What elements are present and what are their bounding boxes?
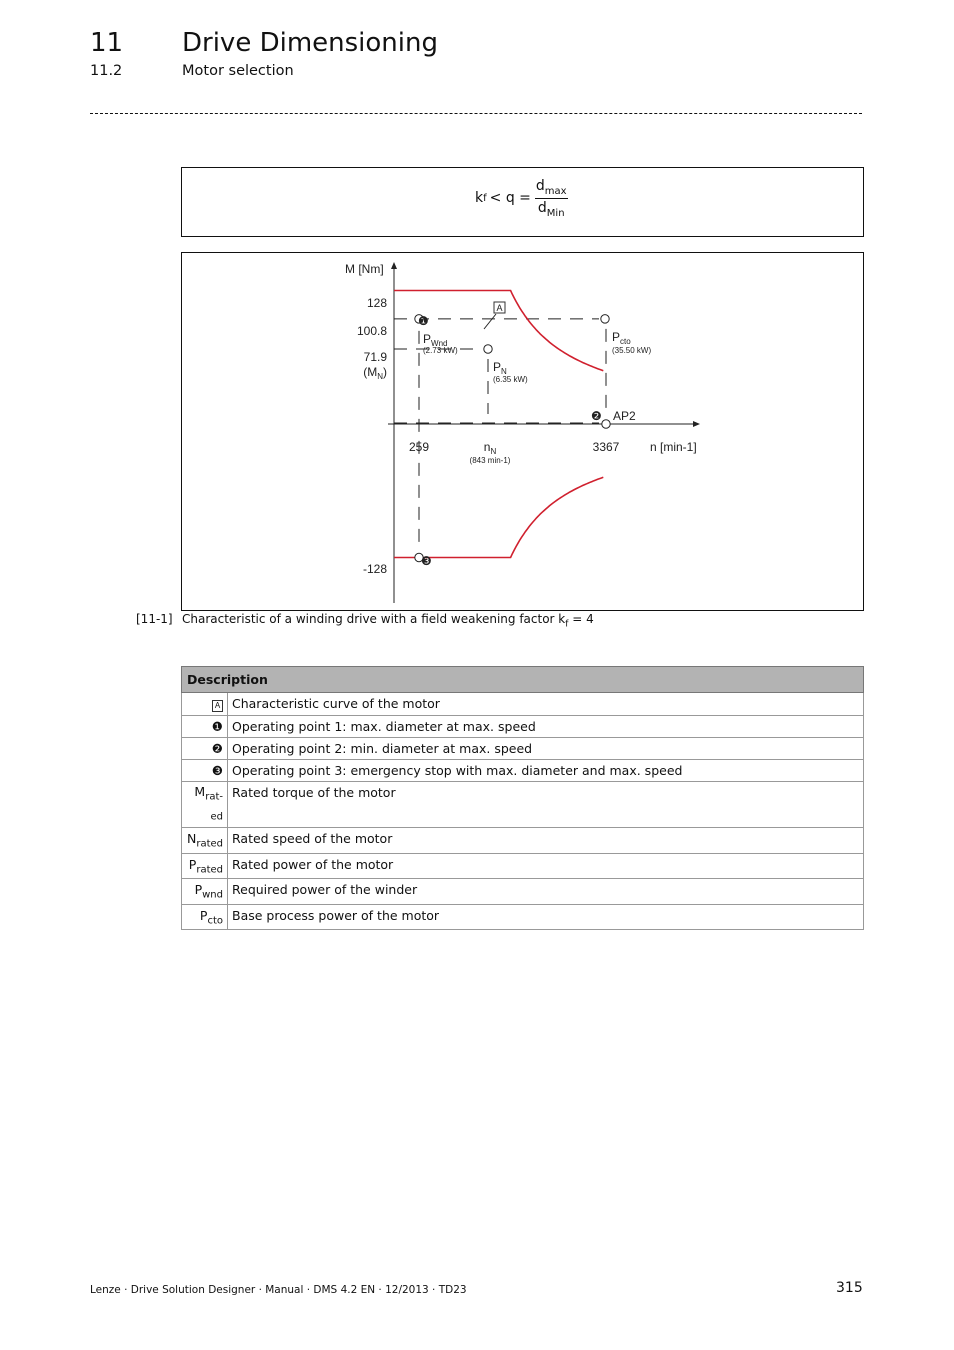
row-description: Operating point 2: min. diameter at max. speed [228,738,864,760]
row-symbol: $P_{wnd}$ [182,879,228,905]
table-row [182,716,864,738]
chart-svg [182,253,863,610]
formula [475,178,568,219]
table-row [182,879,864,905]
formula-relation: < q = [489,190,531,207]
value-pn: (6.35 kW) [493,375,528,384]
table-row [182,828,864,854]
section-title: Motor selection [182,63,294,79]
row-description: Operating point 1: max. diameter at max. speed [228,716,864,738]
x-tick-label: 259 [408,440,430,454]
row-description: Rated power of the motor [228,853,864,879]
point-pn [484,345,492,353]
header-divider [90,113,862,114]
row-symbol: $P_{cto}$ [182,904,228,930]
table-row [182,760,864,782]
label-pwnd: $P_{Wnd}$ [423,332,448,348]
chapter-title: Drive Dimensioning [182,28,438,58]
row-description: Rated speed of the motor [228,828,864,854]
table-header: Description [182,667,864,693]
x-tick-label: $n_N$ [483,440,497,456]
row-symbol: $P_{rated}$ [182,853,228,879]
figure-caption-number: [11-1] [136,612,173,626]
row-description: Base process power of the motor [228,904,864,930]
chapter-number: 11 [90,28,124,58]
curve-marker-leader [484,314,496,329]
row-description: Characteristic curve of the motor [228,693,864,716]
formula-lhs: k [475,190,484,207]
figure-caption: Characteristic of a winding drive with a field weakening factor $k_f = 4$ [182,612,594,630]
point-pcto [601,315,609,323]
curve-marker-box: A [212,700,223,712]
description-table [181,666,864,930]
curve-marker-label: A [496,303,503,313]
y-tick-label: $(M_N)$ [363,365,387,381]
table-row [182,782,864,828]
formula-lhs-sub: f [483,192,487,204]
table-row [182,693,864,716]
y-tick-label: 100.8 [356,324,387,338]
label-pcto: $P_{cto}$ [612,330,631,346]
row-symbol [182,693,228,716]
row-description: Rated torque of the motor [228,782,864,828]
characteristic-chart [181,252,864,611]
formula-denominator: $d_{Min}$ [537,199,565,219]
point-ap2 [602,420,610,428]
row-symbol: $N_{rated}$ [182,828,228,854]
x-axis-label: n [min-1] [650,440,697,454]
marker-operating-point-2: ❷ [591,409,602,423]
row-symbol: $M_{rat-ed}$ [182,782,228,828]
row-symbol: ❷ [182,738,228,760]
formula-numerator: $d_{max}$ [535,178,567,197]
y-tick-label: 128 [366,296,387,310]
table-row [182,738,864,760]
label-ap2: AP2 [613,409,636,423]
page-number: 315 [836,1280,863,1296]
row-description: Operating point 3: emergency stop with max. diameter and max. speed [228,760,864,782]
x-tick-note: (843 min-1) [469,456,511,465]
table-row [182,853,864,879]
table-row [182,904,864,930]
value-pcto: (35.50 kW) [612,346,652,355]
marker-operating-point-1: ❶ [418,314,429,328]
section-number: 11.2 [90,63,123,79]
footer-text: Lenze · Drive Solution Designer · Manual · DMS 4.2 EN · 12/2013 · TD23 [90,1284,467,1296]
marker-operating-point-3: ❸ [421,554,432,568]
formula-fraction [535,178,568,219]
row-symbol: ❶ [182,716,228,738]
x-tick-label: 3367 [592,440,620,454]
row-description: Required power of the winder [228,879,864,905]
y-tick-label: -128 [362,562,387,576]
formula-box [181,167,864,237]
y-axis-label: M [Nm] [345,262,384,276]
row-symbol: ❸ [182,760,228,782]
characteristic-curve [394,477,603,557]
label-pn: $P_N$ [493,360,507,376]
value-pwnd: (2.73 kW) [423,346,458,355]
y-tick-label: 71.9 [363,350,387,364]
